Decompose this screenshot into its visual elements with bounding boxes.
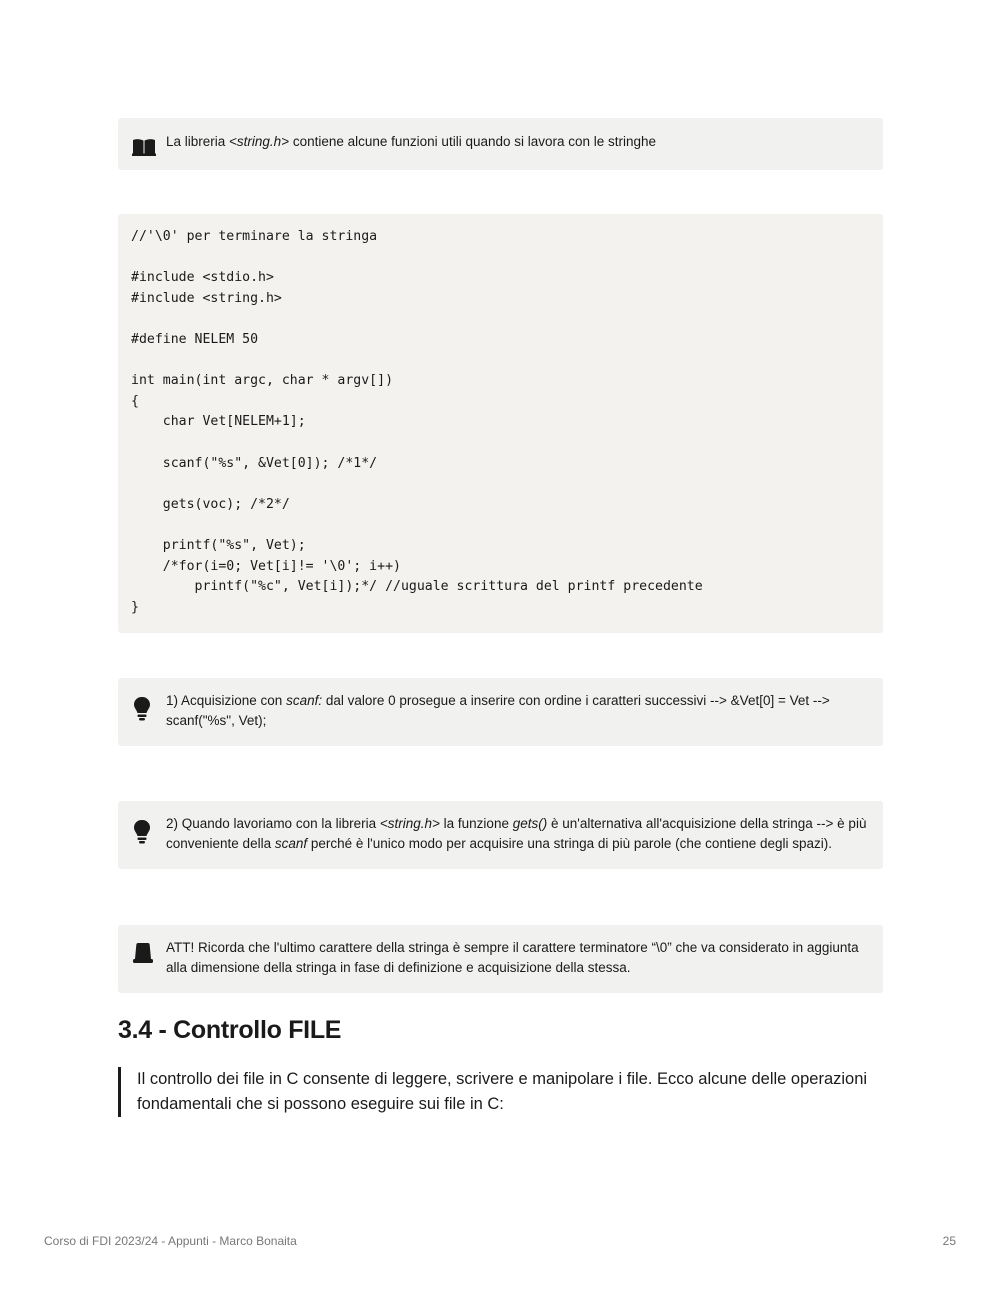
code-line: #include <string.h> bbox=[131, 290, 282, 306]
page-number: 25 bbox=[942, 1234, 956, 1248]
section-quote: Il controllo dei file in C consente di leggere, scrivere e manipolare i file. Ecco alcune delle operazioni fondamentali che si possono eseguire sui file in C: bbox=[118, 1067, 877, 1117]
callout-string-library bbox=[118, 118, 883, 170]
code-line: #define NELEM 50 bbox=[131, 331, 259, 347]
callout-text: 1) Acquisizione con scanf: dal valore 0 prosegue a inserire con ordine i caratteri successivi --> &Vet[0] = Vet --> scanf("%s", Vet); bbox=[166, 693, 830, 728]
code-line: gets(voc); /*2*/ bbox=[131, 496, 290, 512]
bell-icon bbox=[132, 941, 154, 967]
lightbulb-icon bbox=[132, 819, 154, 845]
section-title: 3.4 - Controllo FILE bbox=[118, 1016, 342, 1044]
code-line: int main(int argc, char * argv[]) bbox=[131, 373, 394, 389]
code-line: #include <stdio.h> bbox=[131, 270, 274, 286]
code-line: printf("%c", Vet[i]);*/ //uguale scrittura del printf precedente bbox=[131, 579, 703, 595]
code-line bbox=[131, 515, 870, 536]
callout-tip-scanf bbox=[118, 678, 883, 746]
code-line bbox=[131, 248, 870, 269]
code-line: scanf("%s", &Vet[0]); /*1*/ bbox=[131, 455, 378, 471]
callout-tip-gets bbox=[118, 801, 883, 869]
code-line bbox=[131, 474, 870, 495]
code-line: /*for(i=0; Vet[i]!= '\0'; i++) bbox=[131, 558, 401, 574]
code-line bbox=[131, 433, 870, 454]
code-line: printf("%s", Vet); bbox=[131, 537, 306, 553]
callout-text: ATT! Ricorda che l'ultimo carattere della stringa è sempre il carattere terminatore “\0” che va considerato in aggiunta alla dimensione della stringa in fase di definizione e acquisizione della stessa. bbox=[166, 940, 859, 975]
code-block bbox=[118, 214, 883, 633]
code-line: //'\0' per terminare la stringa bbox=[131, 229, 378, 244]
callout-text: 2) Quando lavoriamo con la libreria <string.h> la funzione gets() è un'alternativa all'acquisizione della stringa --> è più conveniente della scanf perché è l'unico modo per acquisire una stringa di più parole (che contiene degli spazi). bbox=[166, 816, 867, 851]
lightbulb-icon bbox=[132, 696, 154, 722]
callout-attention bbox=[118, 925, 883, 993]
code-line: char Vet[NELEM+1]; bbox=[131, 414, 306, 430]
code-line bbox=[131, 351, 870, 372]
callout-text: La libreria <string.h> contiene alcune funzioni utili quando si lavora con le stringhe bbox=[166, 134, 657, 149]
code-line bbox=[131, 309, 870, 330]
code-line: } bbox=[131, 599, 139, 615]
book-icon bbox=[132, 137, 154, 163]
code-line: { bbox=[131, 393, 139, 409]
footer-course-info: Corso di FDI 2023/24 - Appunti - Marco Bonaita bbox=[44, 1234, 297, 1248]
